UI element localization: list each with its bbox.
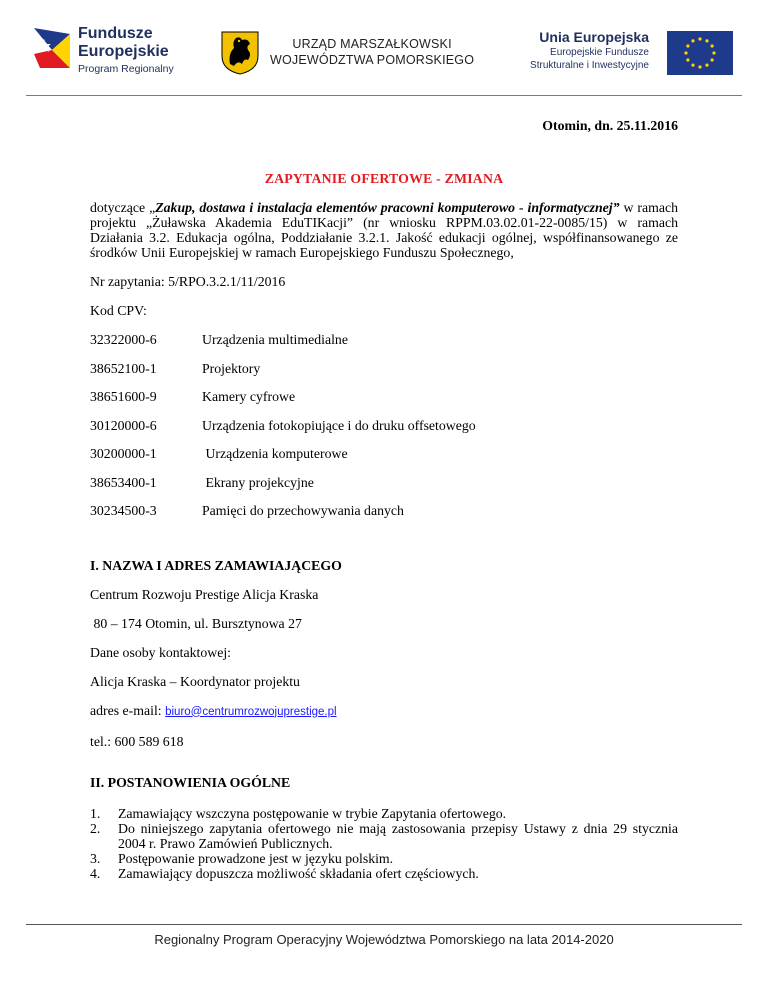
fe-line3: Program Regionalny bbox=[78, 63, 174, 75]
cpv-desc: Projektory bbox=[202, 360, 261, 376]
page-header bbox=[0, 0, 768, 94]
eu-star-icon bbox=[705, 39, 708, 42]
fundusze-europejskie-logo bbox=[30, 24, 200, 84]
cpv-row bbox=[90, 361, 678, 390]
phone-line: tel.: 600 589 618 bbox=[90, 733, 184, 749]
eu-star-icon bbox=[705, 64, 708, 67]
cpv-row bbox=[90, 389, 678, 418]
email-label: adres e-mail: bbox=[90, 702, 166, 718]
orderer-name: Centrum Rozwoju Prestige Alicja Kraska bbox=[90, 586, 319, 602]
cpv-row bbox=[90, 332, 678, 361]
eu-star-icon bbox=[691, 64, 694, 67]
cpv-desc: Pamięci do przechowywania danych bbox=[202, 503, 404, 518]
fundusze-europejskie-mark-icon bbox=[30, 24, 74, 72]
header-divider bbox=[26, 95, 742, 96]
intro-rest: w ramach projektu „Żuławska Akademia EduTIKacji” (nr wniosku RPPM.03.02.01-22-0085/15) w ramach Działania 3.2. Edukacja ogólna, Poddziałanie 3.2.1. Jakość edukacji ogólnej, współfinansowanego ze środków Unii Europejskiej w ramach Europejskiego Funduszu Społecznego, bbox=[90, 200, 678, 260]
eu-star-icon bbox=[711, 44, 714, 47]
contact-person: Alicja Kraska – Koordynator projektu bbox=[90, 673, 300, 689]
intro-subject: Zakup, dostawa i instalacja elementów pracowni komputerowo - informatycznej” bbox=[155, 200, 620, 215]
cpv-code: 30120000-6 bbox=[90, 417, 157, 433]
cpv-desc: Urządzenia fotokopiujące i do druku offsetowego bbox=[202, 417, 476, 433]
unia-europejska-text bbox=[530, 28, 649, 72]
ue-line1: Unia Europejska bbox=[539, 29, 649, 45]
eu-star-icon bbox=[711, 58, 714, 61]
cpv-list bbox=[90, 332, 678, 532]
general-provisions-list bbox=[90, 806, 678, 881]
cpv-desc: Urządzenia komputerowe bbox=[202, 446, 348, 461]
list-item-number: 4. bbox=[90, 865, 101, 881]
fundusze-europejskie-text bbox=[78, 25, 174, 76]
list-item-text: Do niniejszego zapytania ofertowego nie mają zastosowania przepisy Ustawy z dnia 29 stycznia 2004 r. Prawo Zamówień Publicznych. bbox=[118, 820, 678, 851]
intro-paragraph bbox=[90, 200, 678, 260]
eu-star-icon bbox=[691, 39, 694, 42]
email-line bbox=[90, 703, 678, 720]
eu-star-icon bbox=[698, 65, 701, 68]
cpv-row bbox=[90, 418, 678, 447]
section-1-heading: I. NAZWA I ADRES ZAMAWIAJĄCEGO bbox=[90, 557, 342, 573]
eu-star-icon bbox=[712, 51, 715, 54]
unia-europejska-logo bbox=[512, 26, 737, 82]
cpv-code: 38653400-1 bbox=[90, 474, 157, 490]
eu-star-icon bbox=[698, 37, 701, 40]
email-link[interactable]: biuro@centrumrozwojuprestige.pl bbox=[165, 705, 337, 718]
footer-divider bbox=[26, 924, 742, 925]
orderer-address: 80 – 174 Otomin, ul. Bursztynowa 27 bbox=[90, 615, 302, 631]
list-item-text: Zamawiający dopuszcza możliwość składania ofert częściowych. bbox=[118, 865, 479, 881]
list-item bbox=[90, 851, 678, 866]
section-2-heading: II. POSTANOWIENIA OGÓLNE bbox=[90, 774, 291, 790]
um-line2: WOJEWÓDZTWA POMORSKIEGO bbox=[270, 53, 475, 67]
cpv-code: 38652100-1 bbox=[90, 360, 157, 376]
cpv-code: 38651600-9 bbox=[90, 389, 157, 404]
request-number: Nr zapytania: 5/RPO.3.2.1/11/2016 bbox=[90, 274, 286, 289]
cpv-row bbox=[90, 446, 678, 475]
cpv-code: 30200000-1 bbox=[90, 446, 157, 461]
list-item-number: 2. bbox=[90, 820, 101, 836]
urzad-marszalkowski-text bbox=[270, 36, 474, 68]
page-footer: Regionalny Program Operacyjny Województwa Pomorskiego na lata 2014-2020 bbox=[154, 932, 614, 947]
cpv-desc: Ekrany projekcyjne bbox=[202, 474, 314, 490]
cpv-code: 30234500-3 bbox=[90, 503, 157, 518]
ue-line3: Strukturalne i Inwestycyjne bbox=[530, 60, 649, 71]
cpv-code: 32322000-6 bbox=[90, 332, 157, 347]
list-item bbox=[90, 806, 678, 821]
cpv-label: Kod CPV: bbox=[90, 303, 147, 318]
document-title: ZAPYTANIE OFERTOWE - ZMIANA bbox=[264, 171, 504, 186]
cpv-desc: Urządzenia multimedialne bbox=[202, 332, 348, 347]
contact-label: Dane osoby kontaktowej: bbox=[90, 644, 232, 660]
list-item-number: 3. bbox=[90, 850, 101, 866]
griffin-crest-icon bbox=[218, 30, 262, 76]
eu-star-icon bbox=[686, 44, 689, 47]
cpv-row bbox=[90, 475, 678, 504]
cpv-row bbox=[90, 503, 678, 532]
document-body bbox=[90, 110, 678, 881]
document-date: Otomin, dn. 25.11.2016 bbox=[542, 118, 678, 133]
eu-flag-icon bbox=[667, 31, 733, 75]
fe-line1: Fundusze bbox=[78, 25, 153, 42]
intro-prefix: dotyczące „ bbox=[90, 200, 156, 215]
eu-star-icon bbox=[684, 51, 687, 54]
list-item bbox=[90, 866, 678, 881]
list-item-text: Postępowanie prowadzone jest w języku polskim. bbox=[118, 850, 394, 866]
eu-star-icon bbox=[686, 58, 689, 61]
cpv-desc: Kamery cyfrowe bbox=[202, 389, 296, 404]
list-item bbox=[90, 821, 678, 851]
list-item-text: Zamawiający wszczyna postępowanie w trybie Zapytania ofertowego. bbox=[118, 805, 507, 821]
ue-line2: Europejskie Fundusze bbox=[550, 47, 649, 58]
um-line1: URZĄD MARSZAŁKOWSKI bbox=[292, 37, 452, 51]
fe-line2: Europejskie bbox=[78, 43, 169, 60]
list-item-number: 1. bbox=[90, 805, 101, 821]
urzad-marszalkowski-logo bbox=[218, 30, 488, 80]
